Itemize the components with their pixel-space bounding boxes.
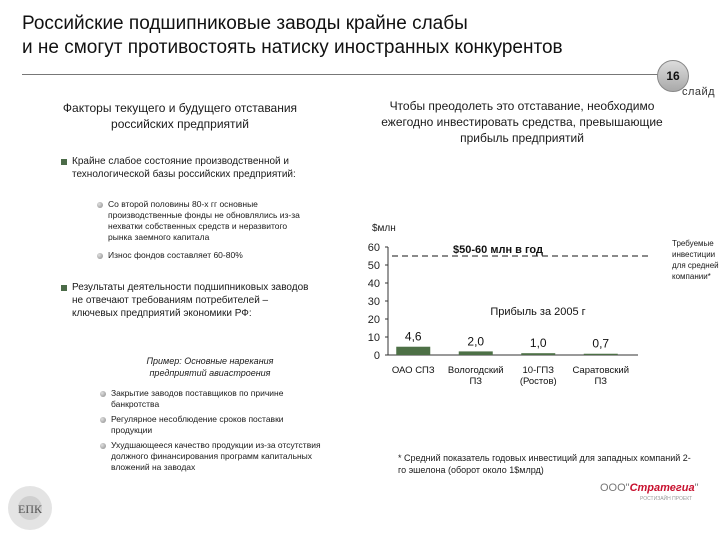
company-logo-suffix: ": [694, 482, 699, 494]
required-investment-note: Требуемые инвестиции для средней компании*: [672, 239, 719, 281]
title-line-1: Российские подшипниковые заводы крайне слабы: [22, 13, 468, 34]
company-logo-prefix: ООО": [600, 482, 630, 494]
slide-number-badge: 16: [657, 60, 689, 92]
round-bullet-icon: [97, 253, 103, 259]
profit-annotation: Прибыль за 2005 г: [490, 305, 586, 318]
slide-label: слайд: [682, 86, 716, 98]
bar-value-label: 1,0: [529, 336, 547, 351]
x-category-label: Вологодский: [447, 365, 504, 376]
x-category-label: 10-ГПЗ: [522, 365, 554, 376]
sub-bullet-quality: Ухудшающееся качество продукции из-за отсутствия должного финансирования программ капитальных вложений на заводах: [111, 440, 321, 472]
y-tick-label: 0: [373, 350, 380, 362]
y-tick-label: 50: [367, 260, 380, 272]
example-caption: Пример: Основные нарекания предприятий авиастроения: [146, 356, 274, 378]
company-tagline: РОСТИЗАЙН ПРОЕКТ: [640, 496, 693, 502]
epk-logo: [6, 484, 54, 532]
bar-value-label: 4,6: [404, 329, 422, 344]
round-bullet-icon: [100, 391, 106, 397]
x-category-label: (Ростов): [519, 376, 557, 387]
y-tick-label: 20: [367, 314, 380, 326]
sub-bullet-closure: Закрытие заводов поставщиков по причине банкротства: [111, 388, 284, 409]
footnote: * Средний показатель годовых инвестиций для западных компаний 2-го эшелона (оборот около 1$млрд): [398, 453, 691, 475]
x-category-label: ОАО СПЗ: [391, 365, 435, 376]
round-bullet-icon: [100, 443, 106, 449]
sub-bullet-wear: Износ фондов составляет 60-80%: [108, 250, 243, 260]
title-line-2: и не смогут противостоять натиску иностранных конкурентов: [22, 37, 563, 58]
bar-1: [396, 347, 430, 355]
bar-4: [584, 354, 618, 355]
square-bullet-icon: [61, 159, 67, 165]
sub-bullet-funds: Со второй половины 80-х гг основные производственные фонды не обновлялись из-за нехватки собственных средств и неразвитого рынка заемного капитала: [108, 199, 300, 242]
round-bullet-icon: [100, 417, 106, 423]
epk-logo-text: ЕПК: [18, 502, 42, 516]
square-bullet-icon: [61, 285, 67, 291]
company-logo: [600, 482, 699, 494]
company-logo-brand: Стратегиа: [629, 482, 695, 494]
y-tick-label: 10: [367, 332, 380, 344]
slide-title: [22, 12, 642, 60]
x-category-label: ПЗ: [594, 376, 608, 387]
bullet-results: Результаты деятельности подшипниковых заводов не отвечают требованиям потребителей – ключевых предприятий экономики РФ:: [72, 282, 309, 319]
x-category-label: Саратовский: [572, 365, 630, 376]
bar-value-label: 0,7: [592, 336, 610, 351]
sub-bullet-deadlines: Регулярное несоблюдение сроков поставки продукции: [111, 414, 284, 435]
left-heading: Факторы текущего и будущего отставания российских предприятий: [62, 101, 298, 131]
reference-line-label: $50-60 млн в год: [453, 244, 543, 256]
bar-value-label: 2,0: [467, 334, 485, 349]
right-heading: Чтобы преодолеть это отставание, необходимо ежегодно инвестировать средства, превышающие прибыль предприятий: [381, 99, 663, 145]
bar-3: [521, 353, 555, 355]
y-tick-label: 60: [367, 242, 380, 254]
round-bullet-icon: [97, 202, 103, 208]
y-tick-label: 40: [367, 278, 380, 290]
title-divider: [22, 74, 662, 75]
y-axis-label: $млн: [372, 223, 396, 234]
y-tick-label: 30: [367, 296, 380, 308]
bullet-production-base: Крайне слабое состояние производственной и технологической базы российских предприятий:: [72, 156, 296, 180]
bar-2: [459, 351, 493, 355]
profit-bar-chart: [350, 225, 650, 395]
x-category-label: ПЗ: [469, 376, 483, 387]
